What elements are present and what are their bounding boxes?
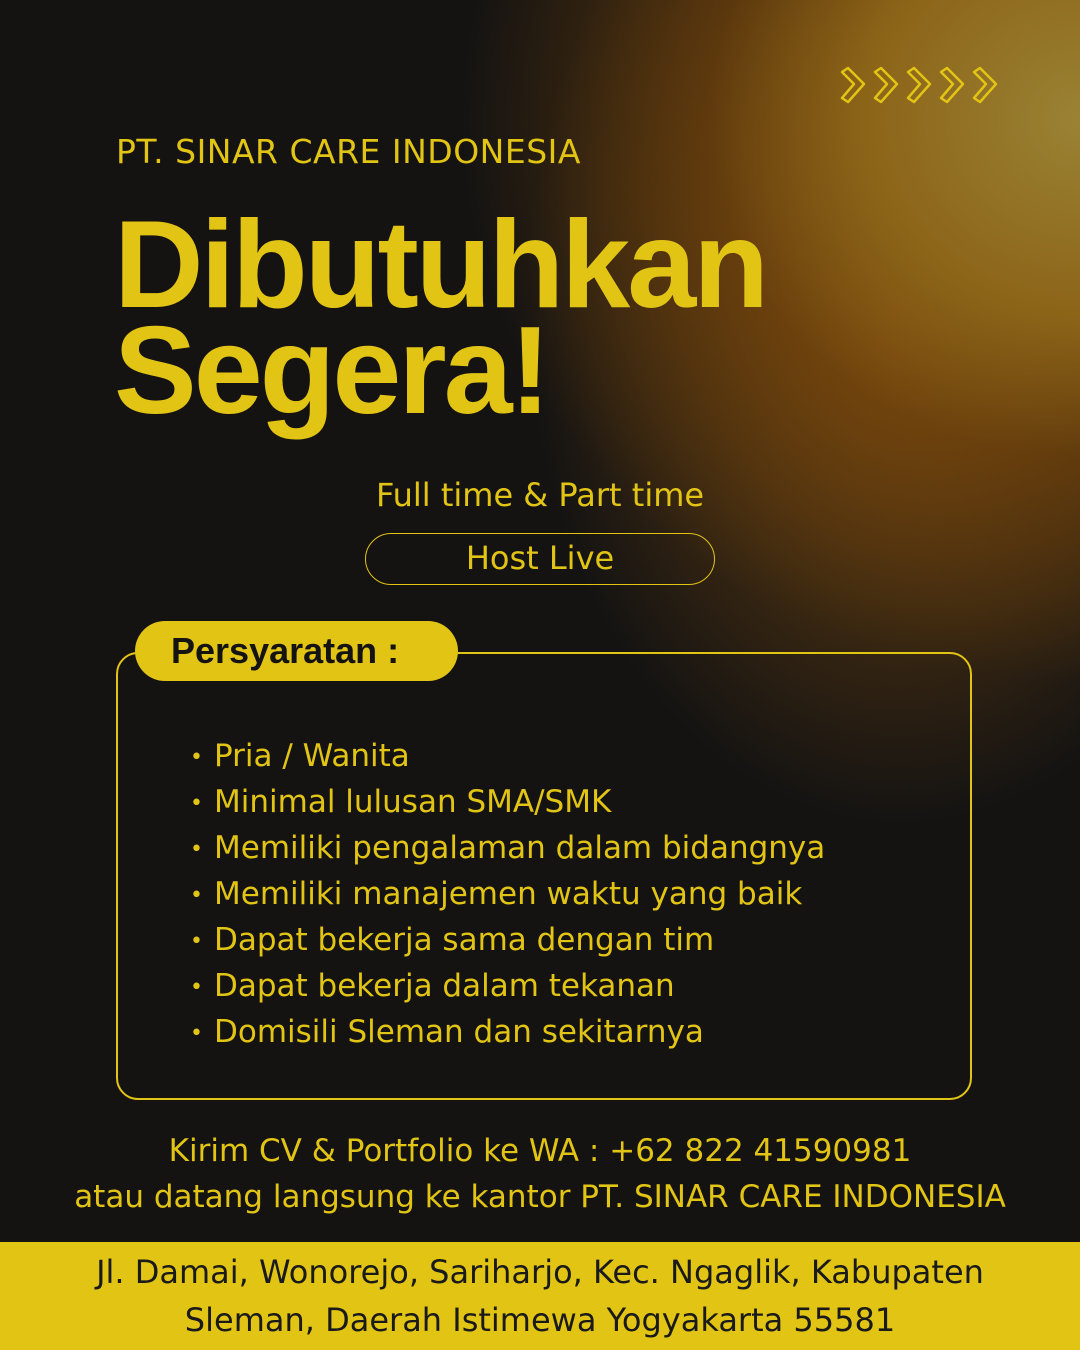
requirements-title: Persyaratan : xyxy=(135,621,458,681)
list-item: • Memiliki pengalaman dalam bidangnya xyxy=(190,826,825,872)
list-item: • Memiliki manajemen waktu yang baik xyxy=(190,872,825,918)
address-line-1: Jl. Damai, Wonorejo, Sariharjo, Kec. Ngaglik, Kabupaten xyxy=(96,1253,984,1291)
address-footer xyxy=(0,1242,1080,1350)
chevrons-icon xyxy=(838,66,1003,108)
headline-line-1: Dibutuhkan xyxy=(114,196,766,334)
headline xyxy=(114,196,766,440)
requirements-list xyxy=(190,734,825,1056)
list-item: • Dapat bekerja sama dengan tim xyxy=(190,918,825,964)
position-badge: Host Live xyxy=(365,533,715,585)
address-line-2: Sleman, Daerah Istimewa Yogyakarta 55581 xyxy=(184,1301,896,1339)
list-item: • Domisili Sleman dan sekitarnya xyxy=(190,1010,825,1056)
employment-type: Full time & Part time xyxy=(375,476,705,514)
headline-line-2: Segera! xyxy=(114,302,548,440)
company-name: PT. SINAR CARE INDONESIA xyxy=(116,132,581,171)
contact-line-1: Kirim CV & Portfolio ke WA : +62 822 41590981 xyxy=(168,1133,912,1169)
contact-info xyxy=(0,1128,1080,1220)
contact-line-2: atau datang langsung ke kantor PT. SINAR CARE INDONESIA xyxy=(74,1179,1006,1215)
list-item: • Pria / Wanita xyxy=(190,734,825,780)
list-item: • Minimal lulusan SMA/SMK xyxy=(190,780,825,826)
list-item: • Dapat bekerja dalam tekanan xyxy=(190,964,825,1010)
